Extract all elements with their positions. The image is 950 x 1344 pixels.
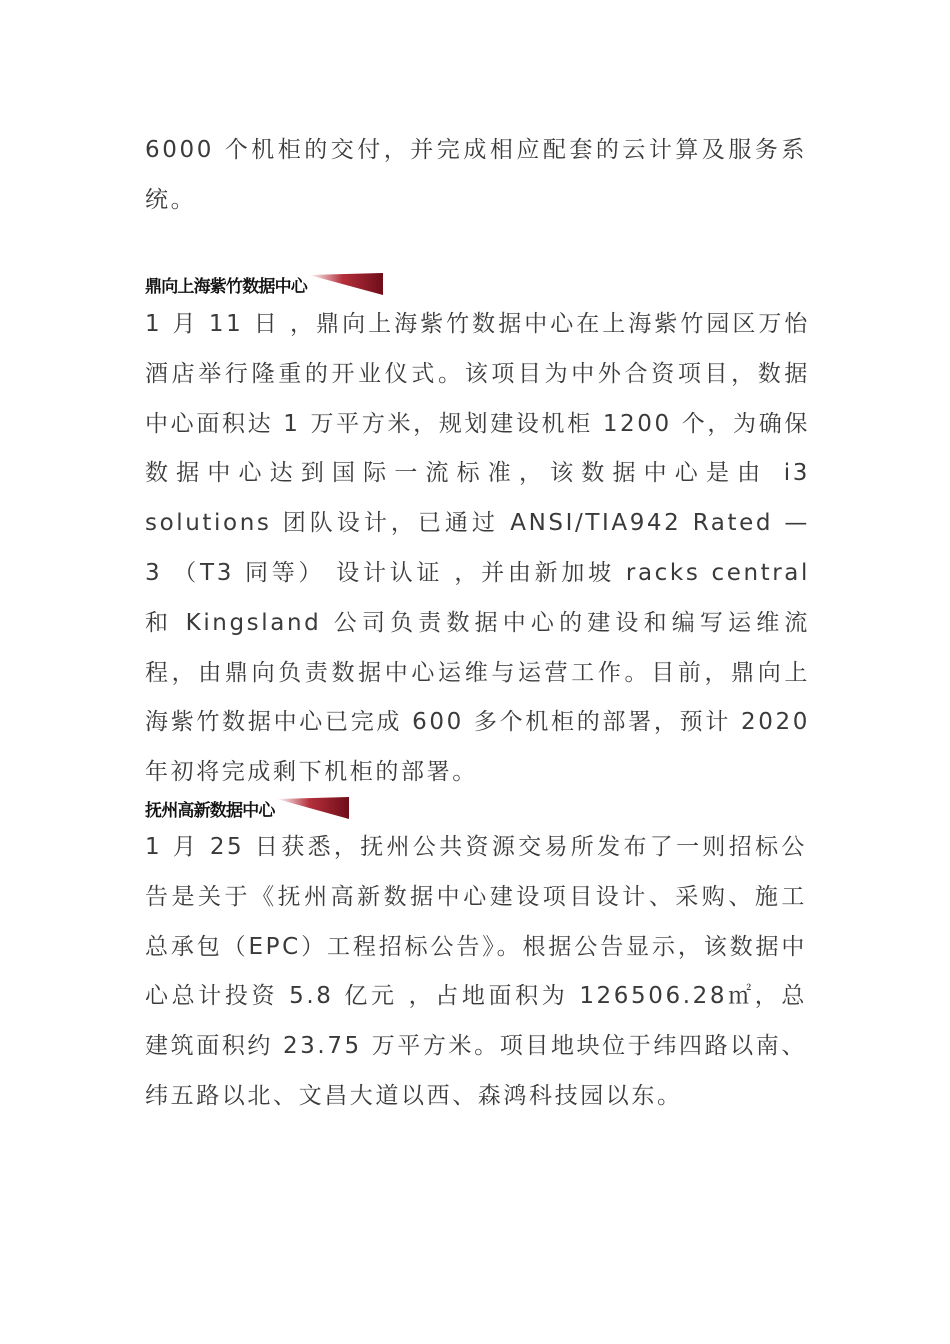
body-paragraph-cabinet-delivery: 6000 个机柜的交付，并完成相应配套的云计算及服务系统。 (145, 137, 807, 213)
body-paragraph-zizhu-datacenter: 1 月 11 日 ，鼎向上海紫竹数据中心在上海紫竹园区万怡酒店举行隆重的开业仪式。该项目为中外合资项目，数据中心面积达 1 万平方米，规划建设机柜 1200 个，为确保数据中心达到国际一流标准，该数据中心是由 i3 solutions 团队设计，已通过 ANSI/TIA942 Rated —3 （T3 同等） 设计认证 ，并由新加坡 racks central 和 Kingsland 公司负责数据中心的建设和编写运维流程，由鼎向负责数据中心运维与运营工作。目前，鼎向上海紫竹数据中心已完成 600 多个机柜的部署，预计 2020 年初将完成剩下机柜的部署。 (145, 311, 810, 786)
section-heading-text: 鼎向上海紫竹数据中心 (145, 277, 307, 297)
section-heading-zizhu (145, 272, 383, 298)
heading-accent-wedge (309, 273, 383, 295)
body-paragraph-fuzhou-datacenter: 1 月 25 日获悉，抚州公共资源交易所发布了一则招标公告是关于《抚州高新数据中心建设项目设计、采购、施工总承包（EPC）工程招标公告》。根据公告显示，该数据中心总计投资 5.8 亿元 ，占地面积为 126506.28㎡，总建筑面积约 23.75 万平方米。项目地块位于纬四路以南、纬五路以北、文昌大道以西、森鸿科技园以东。 (145, 834, 807, 1109)
heading-accent-wedge (277, 797, 349, 819)
section-heading-fuzhou (145, 796, 349, 822)
section-heading-text: 抚州高新数据中心 (145, 801, 275, 821)
